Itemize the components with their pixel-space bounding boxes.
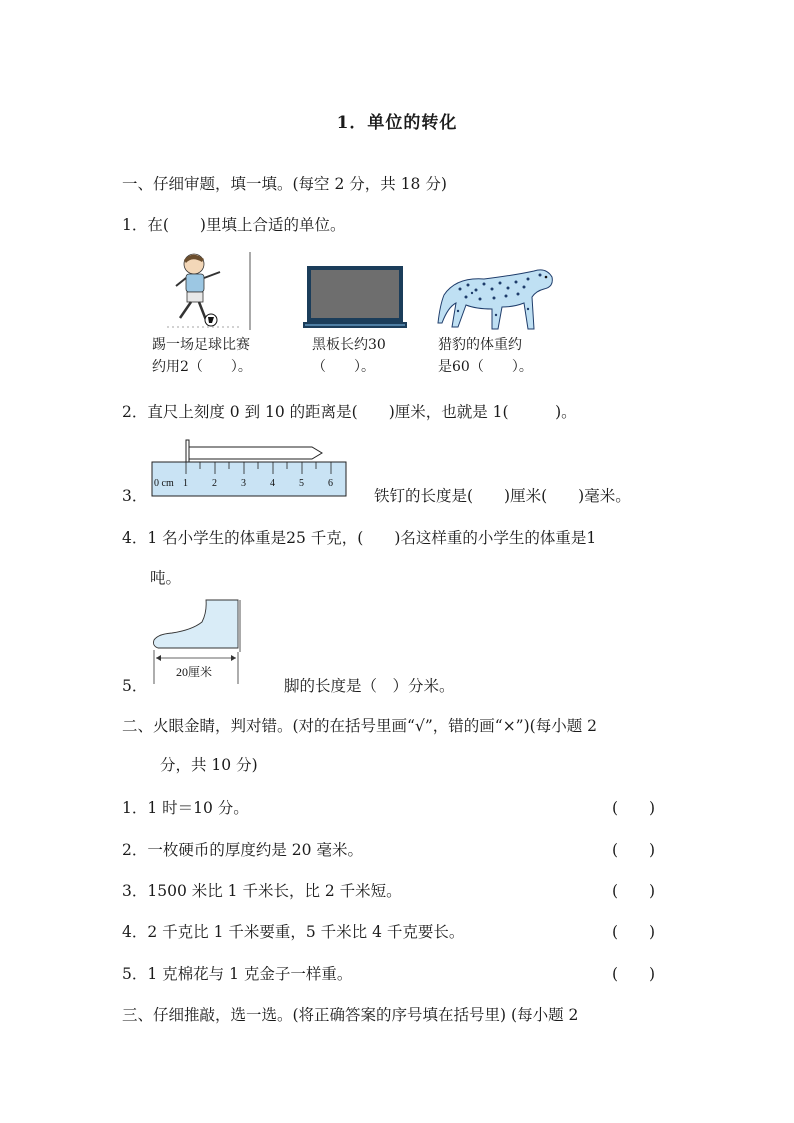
tf-answer-5[interactable]: ( ) [612, 965, 656, 983]
blackboard-illustration [303, 264, 408, 332]
tf-item-2: 2．一枚硬币的厚度约是 20 毫米。 [122, 841, 363, 859]
tf-answer-1[interactable]: ( ) [612, 799, 656, 817]
tf-answer-2[interactable]: ( ) [612, 841, 656, 859]
ruler-label-3: 3 [241, 478, 246, 489]
q1-caption-1-line1: 踢一场足球比赛 [152, 337, 250, 353]
q1-caption-3-line2: 是60（ ）。 [438, 359, 533, 375]
tf-item-3: 3．1500 米比 1 千米长，比 2 千米短。 [122, 882, 402, 900]
q1-caption-2-line2: （ ）。 [312, 359, 375, 375]
tf-item-5: 5．1 克棉花与 1 克金子一样重。 [122, 965, 353, 983]
section2-heading-line2: 分，共 10 分) [160, 756, 258, 774]
ruler-label-2: 2 [212, 478, 217, 489]
q2-text: 2．直尺上刻度 0 到 10 的距离是( )厘米，也就是 1( )。 [122, 403, 577, 421]
q3-text: 铁钉的长度是( )厘米( )毫米。 [374, 487, 631, 505]
section1-heading: 一、仔细审题，填一填。(每空 2 分，共 18 分) [122, 175, 447, 193]
ruler-label-1: 1 [183, 478, 188, 489]
q4-text-line2: 吨。 [150, 569, 182, 587]
tf-answer-4[interactable]: ( ) [612, 923, 656, 941]
cheetah-illustration [436, 263, 558, 335]
q1-caption-2-line1: 黑板长约30 [312, 337, 386, 353]
foot-illustration [152, 600, 244, 688]
ruler-label-0: 0 cm [154, 478, 174, 489]
q1-caption-1-line2: 约用2（ ）。 [152, 359, 252, 375]
tf-item-4: 4．2 千克比 1 千米要重，5 千米比 4 千克要长。 [122, 923, 465, 941]
q1-caption-3-line1: 猎豹的体重约 [438, 337, 522, 353]
boy-soccer-illustration [162, 250, 257, 332]
section3-heading: 三、仔细推敲，选一选。(将正确答案的序号填在括号里) (每小题 2 [122, 1006, 579, 1024]
page-title: 1．单位的转化 [336, 113, 458, 133]
ruler-label-5: 5 [299, 478, 304, 489]
ruler-nail-illustration [150, 438, 350, 498]
q5-number: 5． [122, 677, 148, 695]
section2-heading-line1: 二、火眼金睛，判对错。(对的在括号里画“√”，错的画“×”)(每小题 2 [122, 717, 597, 735]
q5-text: 脚的长度是（ ）分米。 [284, 677, 455, 695]
ruler-label-4: 4 [270, 478, 275, 489]
tf-answer-3[interactable]: ( ) [612, 882, 656, 900]
q1-text: 1．在( )里填上合适的单位。 [122, 216, 346, 234]
q4-text-line1: 4．1 名小学生的体重是25 千克，( )名这样重的小学生的体重是1 [122, 529, 597, 547]
foot-length-label: 20厘米 [176, 665, 213, 679]
tf-item-1: 1．1 时＝10 分。 [122, 799, 249, 817]
ruler-label-6: 6 [328, 478, 333, 489]
q3-number: 3． [122, 487, 148, 505]
